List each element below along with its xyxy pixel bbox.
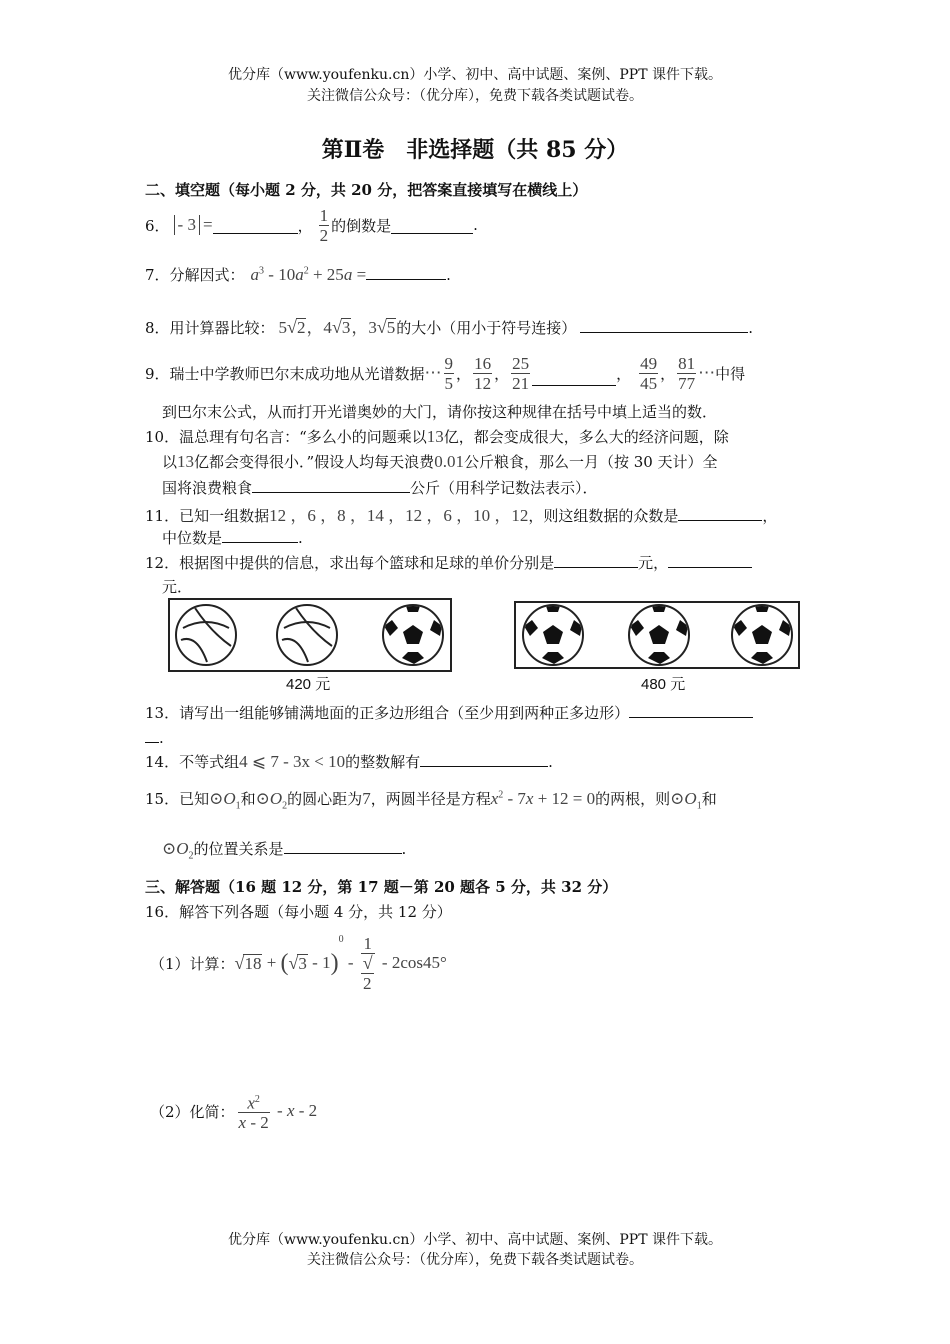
q12-line-2: 元．: [162, 578, 193, 596]
q6-abs-expression: - 3: [174, 215, 200, 235]
q9-f3-num: 25: [512, 353, 530, 373]
q8-answer-blank[interactable]: [580, 316, 748, 333]
q14-answer-blank[interactable]: [420, 750, 548, 767]
q9-f4-den: 45: [640, 373, 658, 393]
q14-end: .: [548, 753, 553, 771]
q9-answer-blank[interactable]: [532, 369, 616, 386]
q11-text-1a: 11．已知一组数据: [145, 507, 270, 525]
q9-f3-den: 21: [512, 373, 530, 393]
q11-text-2b: .: [298, 529, 303, 547]
q10-line-1: [145, 426, 729, 447]
q9-f2-den: 12: [474, 373, 492, 393]
q9-fraction-5: [677, 354, 696, 393]
q6-frac-numerator: 1: [319, 205, 329, 225]
q10-num-13b: 13: [177, 452, 195, 471]
q10-text-1a: 10．温总理有句名言：“多么小的问题乘以: [145, 428, 427, 446]
q10-text-3a: 国将浪费粮食: [162, 479, 253, 497]
footer-line-1: 优分库（www.youfenku.cn）小学、初中、高中试题、案例、PPT 课件下载。: [227, 1232, 722, 1248]
q6-text: 的倒数是: [331, 216, 392, 235]
q9-fraction-2: [473, 354, 492, 393]
football-price-caption: 480 元: [641, 676, 686, 693]
q9-f1-den: 5: [444, 373, 454, 393]
q12-yuan: 元，: [638, 554, 669, 572]
q16-part-1-label: （1）计算：: [150, 954, 235, 973]
q6-equals: =: [202, 215, 213, 234]
q16-part-2-label: （2）化简：: [150, 1102, 235, 1121]
q11-line-1: [145, 501, 777, 526]
q10-text-3b: 公斤（用科学记数法表示）．: [410, 479, 598, 497]
football-icon-3: [630, 606, 688, 664]
q15-text-2b: 的位置关系是: [193, 840, 284, 858]
q10-text-2c: 公斤粮食，那么一月（按 30 天计）全: [463, 453, 718, 471]
q15-circle-o2: $⊙O_2$: [255, 789, 288, 812]
q11-median-blank[interactable]: [222, 526, 298, 543]
q9-fraction-4: [639, 354, 658, 393]
q15-circle-o2-b: $⊙O_2$: [162, 839, 194, 862]
q9-f5-num: 81: [678, 353, 696, 373]
q15-and-2: 和: [701, 790, 717, 808]
basketball-image-1: [175, 604, 237, 666]
q15-circle-o1-b: $⊙O_1$: [670, 789, 702, 812]
question-9: 9．瑞士中学教师巴尔末成功地从光谱数据 ⋯ $\frac{9}{5}$ ， $\frac{16}{12}$ ， $\frac{25}{21}$ ， $\frac{49}{45}$ ， $\frac{81}{77}$ ⋯ 中得: [145, 353, 746, 393]
q9-fraction-1: [444, 354, 455, 393]
basketball-image-2: [276, 604, 338, 666]
q8-label: 8．用计算器比较：: [145, 319, 275, 337]
q12-basketball-blank[interactable]: [554, 551, 638, 568]
basketball-price-caption: 420 元: [286, 676, 331, 693]
football-image-2: [522, 604, 584, 666]
q16-part-2: [150, 1088, 317, 1134]
q7-answer-blank[interactable]: [366, 263, 446, 280]
q10-num-001: 0.01: [434, 452, 464, 471]
q13-answer-blank[interactable]: [629, 701, 753, 718]
q15-answer-blank[interactable]: [284, 837, 402, 854]
q9-f4-num: 49: [640, 353, 658, 373]
q8-end: .: [748, 319, 754, 337]
q14-text: 的整数解有: [345, 753, 421, 771]
question-7: [145, 263, 451, 285]
q15-distance: 7: [362, 789, 371, 808]
page-title: 第Ⅱ卷 非选择题（共 85 分）: [321, 137, 629, 163]
q11-text-1b: ，则这组数据的众数是: [528, 507, 679, 525]
q15-equation: $x^2 - 7x + 12 = 0$: [490, 789, 596, 808]
q10-answer-blank[interactable]: [252, 476, 410, 493]
q7-label: 7．分解因式：: [145, 266, 245, 284]
q6-fraction: [319, 206, 330, 245]
header-line-2: 关注微信公众号：（优分库），免费下载各类试题试卷。: [307, 88, 643, 104]
q9-ellipsis-start: ⋯: [424, 363, 442, 382]
q10-line-2: [162, 451, 718, 472]
q8-radicals: 5√2，4√3，3√5: [278, 317, 396, 337]
q15-line-2: [162, 837, 406, 861]
football-image-4: [731, 604, 793, 666]
q9-label: 9．瑞士中学教师巴尔末成功地从光谱数据: [145, 364, 425, 383]
football-image-3: [628, 604, 690, 666]
q16-part-2-expression: $\frac{x^2}{x - 2}$ - x - 2: [235, 1090, 318, 1133]
q13-text: 13．请写出一组能够铺满地面的正多边形组合（至少用到两种正多边形）: [145, 704, 630, 722]
q15-text-1d: 的两根，则: [595, 790, 671, 808]
q13-line-2: [145, 726, 164, 747]
q7-end: .: [446, 266, 451, 284]
q9-f5-den: 77: [678, 373, 696, 393]
q15-text-1c: ，两圆半径是方程: [370, 790, 491, 808]
q11-text-2a: 中位数是: [162, 529, 223, 547]
q6-frac-denominator: 2: [319, 225, 329, 245]
football-icon-4: [733, 606, 791, 664]
q11-data: 12 ，6 ，8 ，14 ，12 ，6 ，10 ，12: [269, 506, 529, 525]
q9-f2-num: 16: [474, 353, 492, 373]
q15-text-1b: 的圆心距为: [287, 790, 363, 808]
q15-and: 和: [240, 790, 256, 808]
q9-line-2: 到巴尔末公式，从而打开光谱奥妙的大门，请你按这种规律在括号中填上适当的数．: [162, 403, 718, 421]
q6-answer-blank-2[interactable]: [391, 217, 473, 234]
q7-expression: $a^3 - 10a^2 + 25a$ =: [250, 265, 367, 284]
q15-circle-o1: $⊙O_1$: [209, 789, 241, 812]
question-8: [145, 313, 753, 338]
q13-answer-blank-continued[interactable]: [145, 726, 159, 743]
question-6: [145, 205, 478, 245]
q15-end: .: [401, 840, 407, 858]
q13-line-1: [145, 701, 753, 723]
header-line-1: 优分库（www.youfenku.cn）小学、初中、高中试题、案例、PPT 课件下载。: [227, 67, 722, 83]
football-icon-1: [384, 606, 442, 664]
q11-line-2: [162, 526, 303, 548]
q10-line-3: [162, 476, 598, 498]
q12-text-1: 12．根据图中提供的信息，求出每个篮球和足球的单价分别是: [145, 554, 555, 572]
q8-text: 的大小（用小于符号连接）: [396, 319, 577, 337]
q14-inequality: 4 ⩽ 7 - 3x < 10: [239, 752, 346, 771]
football-icon-2: [524, 606, 582, 664]
section-heading-fill-blank: 二、填空题（每小题 2 分，共 20 分，把答案直接填写在横线上）: [145, 181, 588, 199]
q13-end: .: [159, 729, 164, 747]
q14-label: 14．不等式组: [145, 753, 240, 771]
footer-line-2: 关注微信公众号：（优分库），免费下载各类试题试卷。: [307, 1252, 643, 1268]
question-14: [145, 750, 553, 772]
basketball-icon-1: [177, 606, 235, 664]
q12-football-blank[interactable]: [668, 551, 752, 568]
q12-line-1: [145, 551, 752, 573]
q16-part-1-expression: √ 18 + ( √ 3 - 1 ) 0 - 1 √ 2 - 2cos45°: [234, 933, 447, 993]
q10-text-2a: 以: [162, 453, 178, 471]
q9-fraction-3: [511, 354, 530, 393]
q9-f1-num: 9: [444, 353, 454, 373]
q6-end: .: [473, 216, 478, 234]
q11-text-1c: ，: [762, 507, 778, 525]
football-image-1: [382, 604, 444, 666]
basketball-icon-2: [278, 606, 336, 664]
q6-answer-blank-1[interactable]: [213, 217, 298, 234]
section-heading-solutions: 三、解答题（16 题 12 分，第 17 题－第 20 题各 5 分，共 32 分）: [145, 878, 618, 896]
q10-text-1b: 亿，都会变成很大，多么大的经济问题，除: [443, 428, 729, 446]
q11-mode-blank[interactable]: [678, 504, 762, 521]
q15-text-1a: 15．已知: [145, 790, 210, 808]
q16-part-1: [150, 933, 447, 993]
q6-separator: ，: [297, 216, 313, 235]
q6-number: 6．: [145, 216, 170, 235]
q9-tail: 中得: [715, 364, 746, 383]
q9-ellipsis-end: ⋯: [698, 363, 716, 382]
q16-intro: 16．解答下列各题（每小题 4 分，共 12 分）: [145, 903, 452, 921]
q10-text-2b: 亿都会变得很小．”假设人均每天浪费: [194, 453, 435, 471]
q10-num-13a: 13: [426, 427, 444, 446]
q15-line-1: [145, 788, 717, 811]
